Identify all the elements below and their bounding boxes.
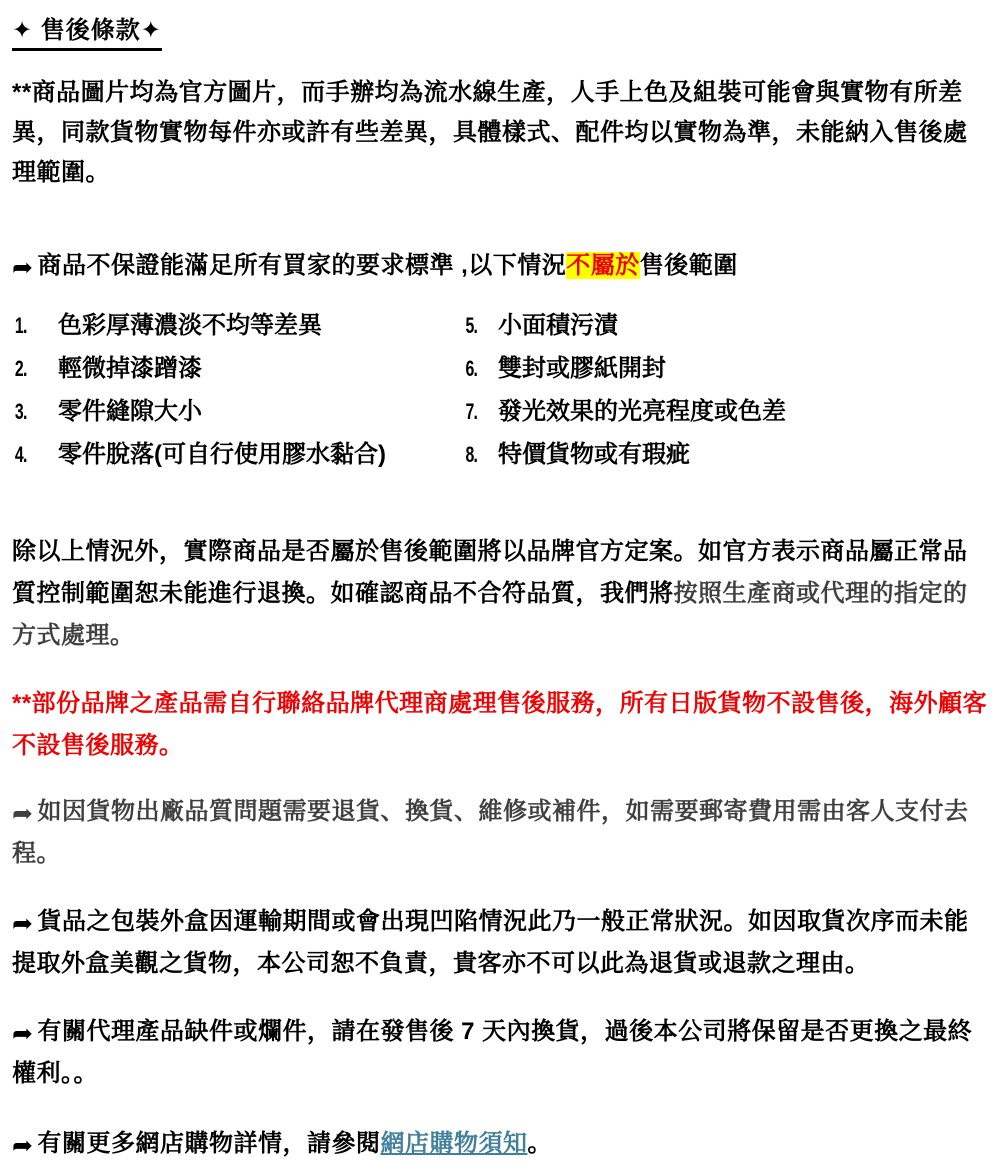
list-item-number: 8.	[465, 442, 478, 467]
list-item-number: 4.	[14, 442, 27, 467]
notice-prefix: 商品不保證能滿足所有買家的要求標準 ,以下情況	[37, 252, 567, 279]
list-item-text: 發光效果的光亮程度或色差	[498, 398, 786, 425]
shipping-cost-line	[12, 791, 990, 875]
shipping-cost-text: 如因貨物出廠品質問題需要退貨、換貨、維修或補件，如需要郵寄費用需由客人支付去程。	[12, 798, 969, 867]
arrow-icon: ➥	[12, 254, 34, 282]
list-item	[464, 399, 990, 424]
store-shopping-guide-link[interactable]: 網店購物須知	[380, 1130, 528, 1157]
more-info-prefix: 有關更多網店購物詳情，請參閱	[37, 1130, 381, 1157]
list-item-text: 雙封或膠紙開封	[498, 355, 666, 382]
exchange-policy-line	[12, 1011, 990, 1095]
list-item	[464, 442, 990, 467]
list-item	[12, 313, 464, 338]
intro-paragraph: **商品圖片均為官方圖片，而手辦均為流水線生產，人手上色及組裝可能會與實物有所差異，同款貨物實物每件亦或許有些差異，具體樣式、配件均以實物為準，未能納入售後處理範圍。	[12, 79, 968, 186]
list-item-number: 1.	[14, 313, 27, 338]
page-title: ✦ 售後條款✦	[12, 10, 162, 51]
notice-line	[12, 245, 990, 287]
notice-highlight: 不屬於	[566, 252, 640, 279]
exclusion-list-right-column	[464, 313, 990, 485]
list-item	[12, 356, 464, 381]
more-info-line	[12, 1123, 990, 1165]
box-condition-text: 貨品之包裝外盒因運輸期間或會出現凹陷情況此乃一般正常狀況。如因取貨次序而未能提取外盒美觀之貨物，本公司恕不負責，貴客亦不可以此為退貨或退款之理由。	[12, 908, 969, 977]
list-item	[12, 399, 464, 424]
list-item	[464, 356, 990, 381]
policy-text-gray: 按照生產商或代理的指定的方式處理。	[12, 580, 968, 649]
list-item-number: 7.	[465, 399, 478, 424]
exclusion-list-left-column	[12, 313, 464, 485]
arrow-icon: ➥	[12, 1132, 34, 1160]
more-info-suffix: 。	[527, 1130, 552, 1157]
list-item-text: 零件脫落(可自行使用膠水黏合)	[58, 441, 386, 468]
list-item-number: 3.	[14, 399, 27, 424]
list-item-text: 特價貨物或有瑕疵	[498, 441, 690, 468]
arrow-icon: ➥	[12, 1020, 34, 1048]
exchange-policy-text: 有關代理產品缺件或爛件，請在發售後 7 天內換貨，過後本公司將保留是否更換之最終權利。。	[12, 1018, 973, 1087]
list-item-text: 色彩厚薄濃淡不均等差異	[58, 312, 322, 339]
list-item	[12, 442, 464, 467]
list-item-text: 小面積污漬	[498, 312, 618, 339]
list-item-text: 零件縫隙大小	[58, 398, 202, 425]
list-item-number: 6.	[465, 356, 478, 381]
list-item-number: 2.	[14, 356, 27, 381]
policy-text-black: 除以上情況外，實際商品是否屬於售後範圍將以品牌官方定案。如官方表示商品屬正常品質控制範圍恕未能進行退換。如確認商品不合符品質，我們將	[12, 538, 968, 607]
arrow-icon: ➥	[12, 800, 34, 828]
box-condition-paragraph	[12, 901, 990, 985]
red-warning-paragraph: **部份品牌之產品需自行聯絡品牌代理商處理售後服務，所有日版貨物不設售後，海外顧客不設售後服務。	[12, 690, 988, 759]
arrow-icon: ➥	[12, 910, 34, 938]
notice-suffix: 售後範圍	[639, 252, 738, 279]
list-item-number: 5.	[465, 313, 478, 338]
exclusion-list	[12, 313, 990, 485]
list-item	[464, 313, 990, 338]
policy-paragraph	[12, 531, 990, 657]
list-item-text: 輕微掉漆蹭漆	[58, 355, 202, 382]
